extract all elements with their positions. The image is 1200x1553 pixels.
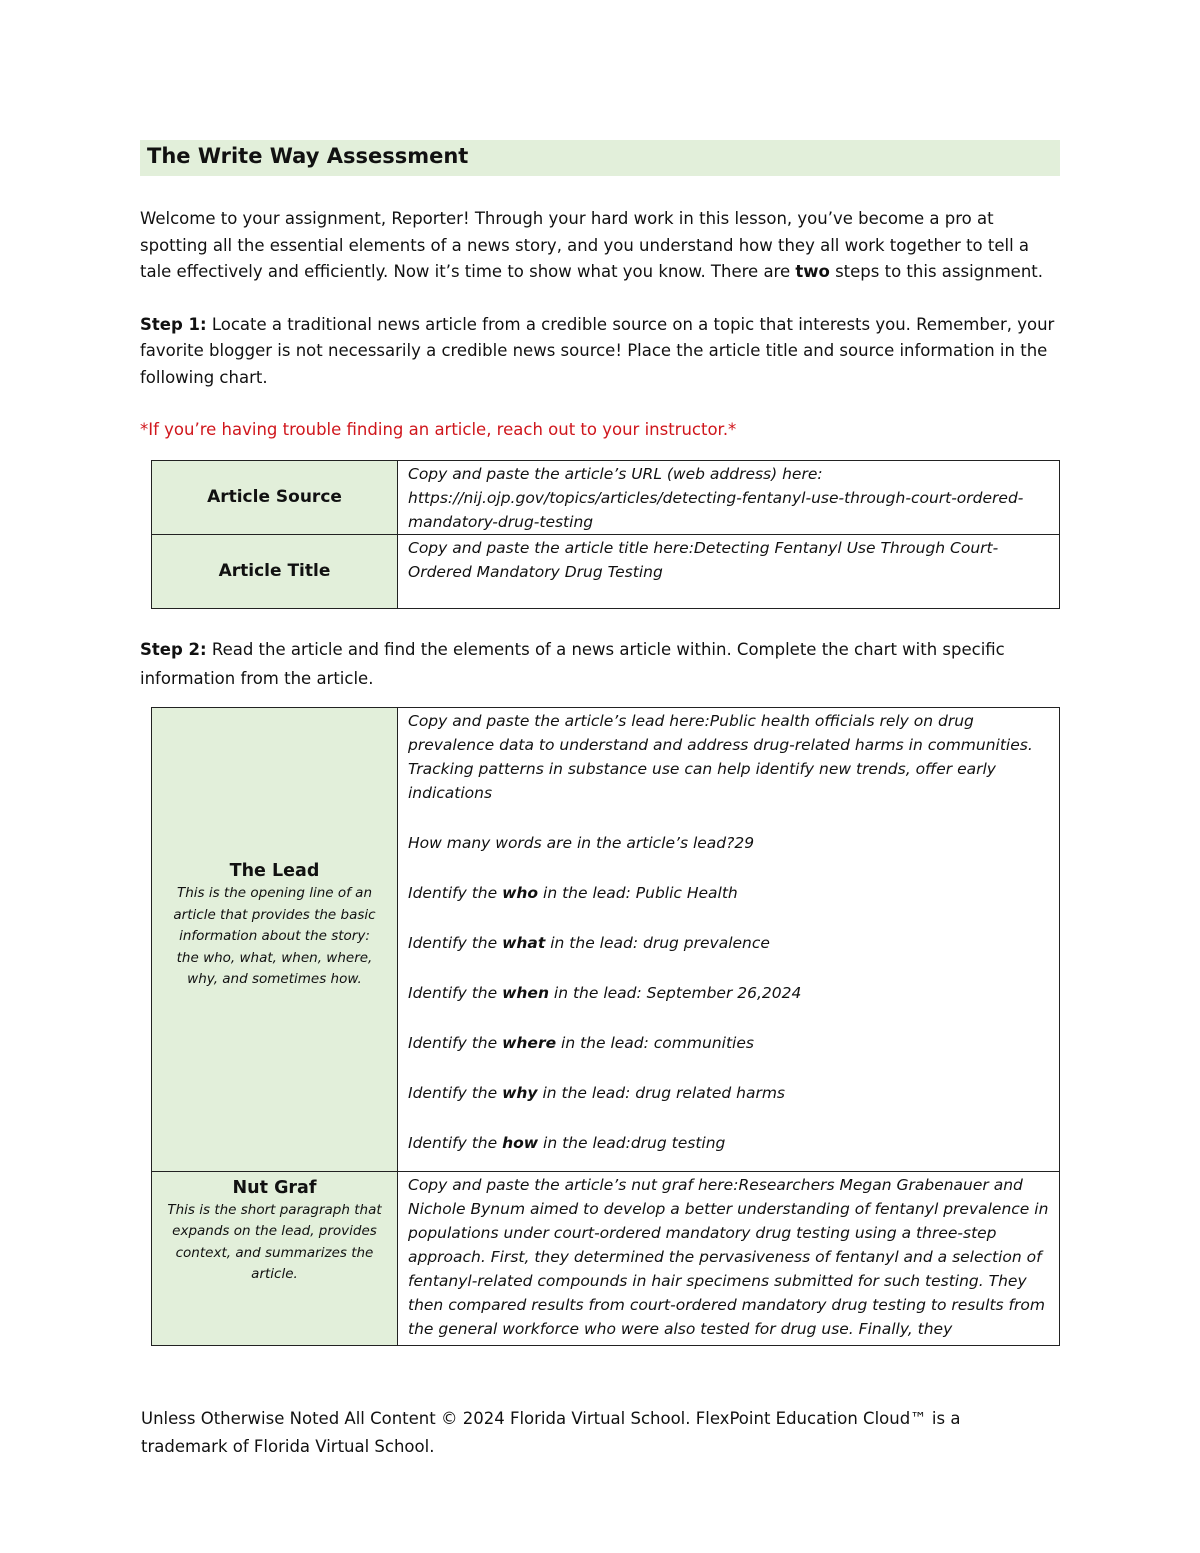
why-answer: Identify the why in the lead: drug related harms (408, 1083, 785, 1102)
table-row (152, 1171, 1060, 1345)
nut-graf-label: Nut Graf (232, 1177, 317, 1198)
article-source-label: Article Source (152, 460, 398, 534)
article-title-cell[interactable] (398, 534, 1060, 608)
who-answer: Identify the who in the lead: Public Health (408, 883, 738, 902)
lead-description: This is the opening line of an article that provides the basic information about the story: the who, what, when, where, why, and sometimes how. (173, 885, 376, 988)
article-source-prompt: Copy and paste the article’s URL (web address) here: (408, 464, 823, 483)
article-title-value: Detecting Fentanyl Use Through Court-Ordered Mandatory Drug Testing (408, 538, 999, 581)
article-source-cell[interactable] (398, 460, 1060, 534)
document-page (140, 140, 1060, 1346)
where-answer: Identify the where in the lead: communities (408, 1033, 754, 1052)
nut-graf-answer: Copy and paste the article’s nut graf here:Researchers Megan Grabenauer and Nichole Bynum aimed to develop a better understanding of fentanyl prevalence in populations under court-ordered mandatory drug testing using a three-step approach. First, they determined the pervasiveness of fentanyl and a selection of fentanyl-related compounds in hair specimens submitted for such testing. They then compared results from court-ordered mandatory drug testing to results from the general workforce who were also tested for drug use. Finally, they (408, 1175, 1049, 1338)
nut-graf-answer-cell[interactable] (398, 1171, 1060, 1345)
news-elements-table (151, 707, 1060, 1346)
when-answer: Identify the when in the lead: September 26,2024 (408, 983, 802, 1002)
intro-paragraph: Welcome to your assignment, Reporter! Through your hard work in this lesson, you’ve become a pro at spotting all the essential elements of a news story, and you understand how they all work together to tell a tale effectively and efficiently. Now it’s time to show what you know. There are two steps to this assignment. (140, 209, 1043, 281)
article-source-value: https://nij.ojp.gov/topics/articles/detecting-fentanyl-use-through-court-ordered-mandatory-drug-testing (408, 488, 1024, 531)
table-row (152, 707, 1060, 1171)
article-title-prompt: Copy and paste the article title here: (408, 538, 694, 557)
nut-graf-description: This is the short paragraph that expands on the lead, provides context, and summarizes the article. (167, 1201, 382, 1282)
how-answer: Identify the how in the lead:drug testing (408, 1133, 726, 1152)
what-answer: Identify the what in the lead: drug prevalence (408, 933, 770, 952)
lead-answer: Copy and paste the article’s lead here:Public health officials rely on drug prevalence data to understand and address drug-related harms in communities. Tracking patterns in substance use can help identify new trends, offer early indications (408, 711, 1033, 802)
nut-graf-label-cell (152, 1171, 398, 1345)
instructor-note: *If you’re having trouble finding an article, reach out to your instructor.* (140, 420, 737, 439)
article-title-label: Article Title (152, 534, 398, 608)
lead-answer-cell[interactable] (398, 707, 1060, 1171)
copyright-footer: Unless Otherwise Noted All Content © 2024 Florida Virtual School. FlexPoint Education Cloud™ is a trademark of Florida Virtual School. (141, 1409, 961, 1456)
page-title: The Write Way Assessment (140, 140, 1060, 176)
table-row (152, 534, 1060, 608)
lead-label: The Lead (229, 861, 320, 882)
step2-paragraph: Step 2: Read the article and find the elements of a news article within. Complete the chart with specific information from the article. (140, 639, 1005, 688)
word-count-answer: How many words are in the article’s lead?29 (408, 833, 755, 852)
step1-paragraph: Step 1: Locate a traditional news article from a credible source on a topic that interests you. Remember, your favorite blogger is not necessarily a credible news source! Place the article title and source information in the following chart. (140, 314, 1055, 387)
article-source-table (151, 460, 1060, 609)
lead-label-cell (152, 707, 398, 1171)
table-row (152, 460, 1060, 534)
